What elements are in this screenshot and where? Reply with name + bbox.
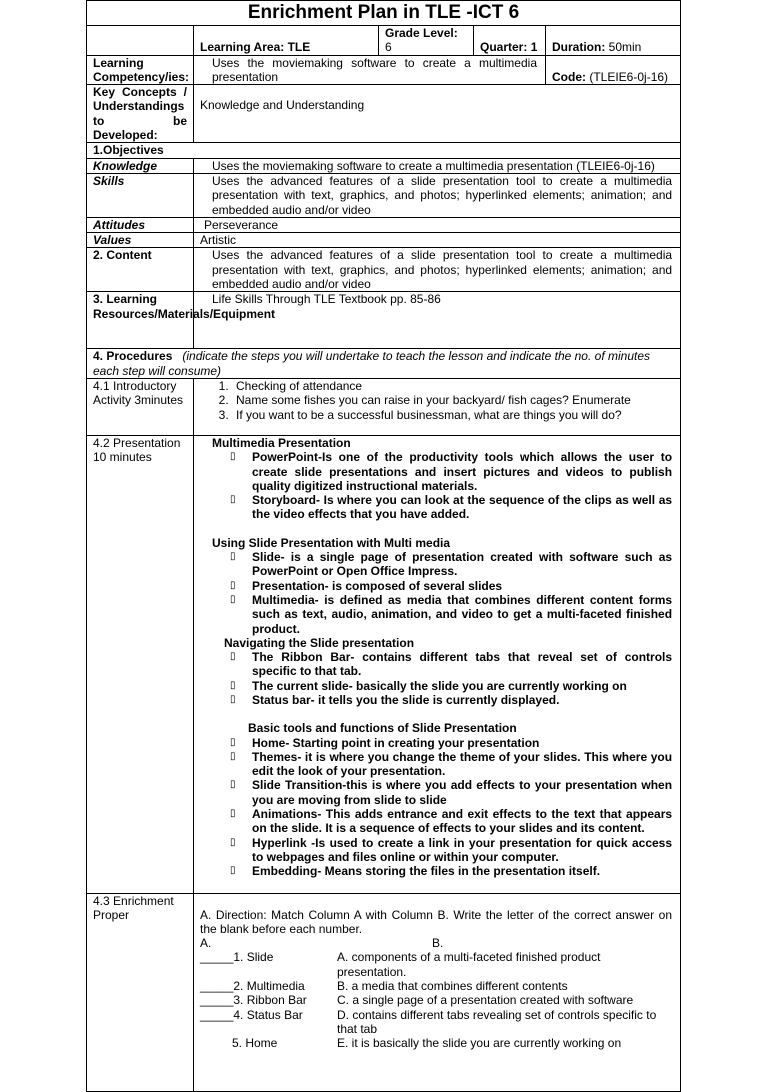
knowledge-text: Uses the moviemaking software to create a multimedia presentation (TLEIE6-0j-16) [194,158,681,173]
resources-row [87,292,681,349]
objectives-label: 1.Objectives [87,143,681,158]
content-row [87,248,681,292]
intro-cell [194,378,681,435]
code-value: (TLEIE6-0j-16) [589,69,669,84]
learning-area-value: TLE [287,40,311,55]
values-label: Values [87,233,194,248]
list-item: ▯ Slide Transition-this is where you add effects to your presentation when you are moving from slide to slide [230,778,672,807]
multimedia-heading: Multimedia Presentation [212,435,351,450]
list-item: ▯ Embedding- Means storing the files in the presentation itself. [230,864,672,878]
list-item: ▯ Animations- This adds entrance and exit effects to the text that appears on the slide. It is a sequence of effects to your slides and its content. [230,807,672,836]
slide-presentation-heading: Using Slide Presentation with Multi media [212,535,451,550]
match-row [200,979,672,993]
procedures-row [87,349,681,379]
match-row [200,950,672,979]
duration-value: 50min [608,40,642,55]
list-item: ▯ Multimedia- is defined as media that combines different content forms such as text, audio, animation, and video to get a multi-faceted finished product. [230,593,672,636]
enrichment-label: 4.3 Enrichment Proper [87,893,194,1091]
list-item: ▯ The current slide- basically the slide you are currently working on [230,679,672,693]
attitudes-row [87,217,681,232]
skills-row [87,173,681,217]
presentation-cell [194,435,681,893]
attitudes-label: Attitudes [87,217,194,232]
list-item: ▯ Presentation- is composed of several slides [230,579,672,593]
procedures-note: (indicate the steps you will undertake to teach the lesson and indicate the no. of minutes each step will consume) [93,349,651,378]
knowledge-label: Knowledge [87,158,194,173]
skills-text: Uses the advanced features of a slide presentation tool to create a multimedia presentation with text, graphics, and photos; hyperlinked elements; animation; and embedded audio and/or video [194,173,681,217]
quarter-cell [474,26,546,56]
enrichment-cell [194,893,681,1091]
multimedia-list [200,450,672,521]
grade-level-cell [379,26,474,56]
intro-step: 2. Name some fishes you can raise in your backyard/ fish cages? Enumerate [232,393,674,407]
intro-step: 3. If you want to be a successful businessman, what are things you will do? [232,408,674,422]
match-column-headers [200,936,672,950]
navigating-heading: Navigating the Slide presentation [224,635,415,650]
attitudes-text: Perseverance [194,217,681,232]
presentation-row [87,435,681,893]
learning-area-label: Learning Area: [200,40,285,55]
match-row [200,1008,672,1037]
list-item: ▯ PowerPoint-Is one of the productivity tools which allows the user to create slide presentations and insert pictures and videos to publish quality digitized instructional materials. [230,450,672,493]
key-concepts-row [87,85,681,143]
enrichment-row [87,893,681,1091]
duration-cell [546,26,681,56]
list-item: ▯ The Ribbon Bar- contains different tabs that reveal set of controls specific to that tab. [230,650,672,679]
lesson-plan-table [86,0,681,1092]
list-item: ▯ Home- Starting point in creating your presentation [230,736,672,750]
presentation-label: 4.2 Presentation 10 minutes [87,435,194,893]
slide-presentation-list [200,550,672,636]
basic-tools-heading: Basic tools and functions of Slide Presentation [248,721,517,736]
quarter-label: Quarter: [480,40,528,55]
key-concepts-text: Knowledge and Understanding [194,85,681,143]
procedures-label: 4. Procedures [93,349,173,364]
intro-row [87,378,681,435]
intro-step: 1. Checking of attendance [232,379,674,393]
list-item: ▯ Themes- it is where you change the theme of your slides. This where you edit the look of your presentation. [230,750,672,779]
match-item-b: A. components of a multi-faceted finished product presentation. [337,950,601,979]
header-empty-cell [87,26,194,56]
key-concepts-label: Key Concepts / Understandings to be Developed: [87,85,194,143]
values-row [87,233,681,248]
match-item-a: _____4. Status Bar [200,1007,303,1022]
duration-label: Duration: [552,40,606,55]
values-text: Artistic [194,233,681,248]
objectives-row [87,143,681,158]
grade-level-label: Grade Level: [385,26,458,40]
navigating-list [200,650,672,707]
list-item: ▯ Hyperlink -Is used to create a link in your presentation for quick access to webpages and files online or within your computer. [230,836,672,865]
match-item-a: 5. Home [232,1036,278,1051]
code-label: Code: [552,69,586,84]
skills-label: Skills [87,173,194,217]
header-row [87,26,681,56]
match-item-b: D. contains different tabs revealing set of controls specific to that tab [337,1007,657,1036]
competency-row [87,55,681,85]
document-title: Enrichment Plan in TLE -ICT 6 [87,1,681,26]
intro-label: 4.1 Introductory Activity 3minutes [87,378,194,435]
match-item-b: E. it is basically the slide you are currently working on [337,1036,622,1051]
list-item: ▯ Status bar- it tells you the slide is currently displayed. [230,693,672,707]
intro-steps-list [200,379,674,422]
grade-level-value: 6 [385,40,392,55]
match-item-b: C. a single page of a presentation created with software [337,993,634,1008]
list-item: ▯ Storyboard- Is where you can look at the sequence of the clips as well as the video effects that you have added. [230,493,672,522]
column-b-header: B. [432,936,444,951]
procedures-cell [87,349,681,379]
list-item: ▯ Slide- is a single page of presentation created with software such as PowerPoint or Open Office Impress. [230,550,672,579]
match-row [200,993,672,1007]
competency-label: Learning Competency/ies: [87,55,194,85]
match-item-a: _____2. Multimedia [200,979,305,994]
content-text: Uses the advanced features of a slide presentation tool to create a multimedia presentation with text, graphics, and photos; hyperlinked elements; animation; and embedded audio and/or video [194,248,681,292]
lesson-plan-document [86,0,680,1092]
knowledge-row [87,158,681,173]
quarter-value: 1 [530,40,538,55]
match-row [200,1036,672,1050]
basic-tools-list [200,736,672,879]
content-label: 2. Content [87,248,194,292]
match-item-a: _____3. Ribbon Bar [200,993,307,1008]
match-item-b: B. a media that combines different contents [337,979,568,994]
enrichment-direction: A. Direction: Match Column A with Column B. Write the letter of the correct answer on the blank before each number. [200,907,673,936]
resources-label: 3. Learning Resources/Materials/Equipment [87,292,194,349]
column-a-header: A. [200,936,212,951]
code-cell [546,55,681,85]
resources-text: Life Skills Through TLE Textbook pp. 85-86 [194,292,681,349]
match-item-a: _____1. Slide [200,950,274,965]
competency-text: Uses the moviemaking software to create a multimedia presentation [194,55,546,85]
learning-area-cell [194,26,379,56]
